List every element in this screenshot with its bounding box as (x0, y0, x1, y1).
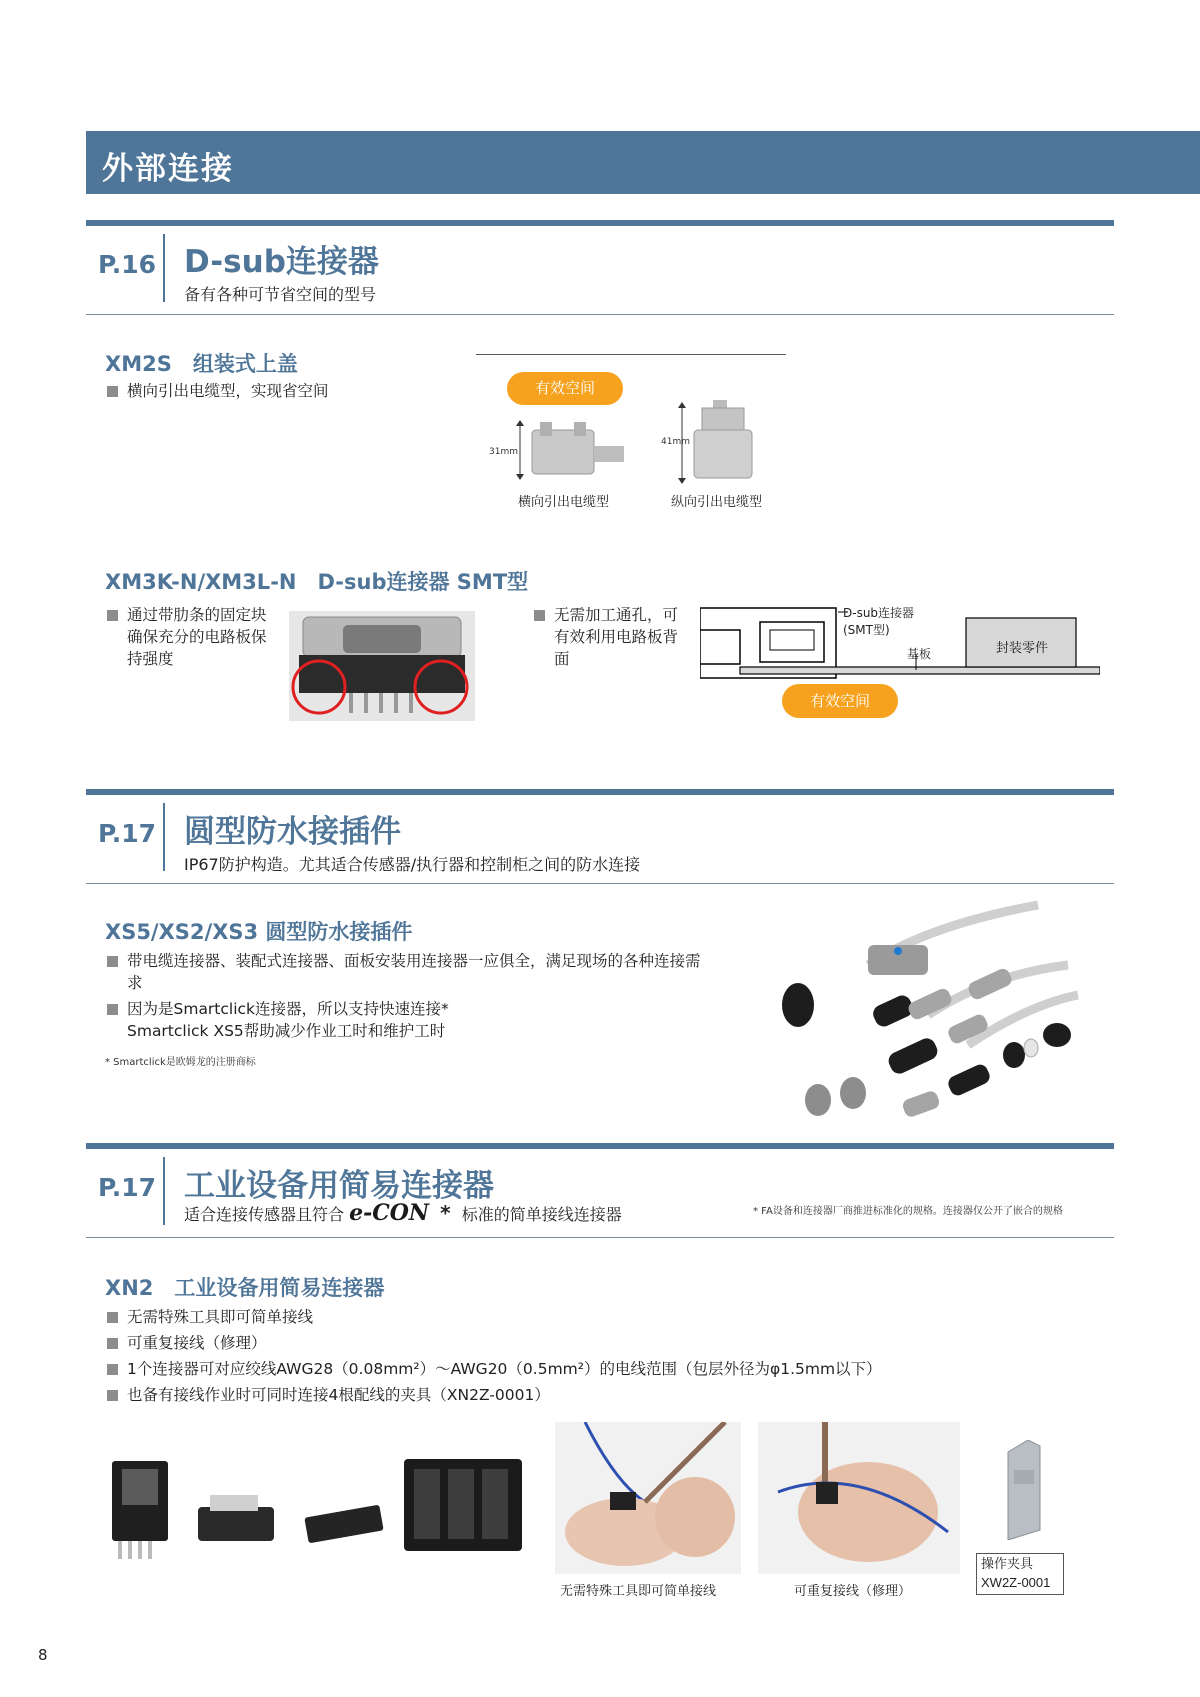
section1-title: D-sub连接器 (184, 244, 379, 280)
xm2s-caption-vertical: 纵向引出电缆型 (671, 495, 763, 510)
xm3k-title: XM3K-N/XM3L-N D-sub连接器 SMT型 (105, 570, 529, 594)
xm2s-title: XM2S 组装式上盖 (105, 352, 298, 376)
xw2z-label-name: 操作夹具 (981, 1557, 1034, 1572)
xm2s-dim-41: 41mm (661, 437, 690, 447)
section1-subtitle: 备有各种可节省空间的型号 (184, 285, 377, 304)
section3-page-ref: P.17 (98, 1173, 157, 1202)
main-banner (86, 131, 1200, 194)
diagram-label-dsub: D-sub连接器 (843, 606, 915, 620)
econ-asterisk: * (440, 1201, 451, 1225)
xs5-note: * Smartclick是欧姆龙的注册商标 (105, 1057, 256, 1068)
xn2-caption-2: 可重复接线（修理） (794, 1584, 912, 1599)
xw2z-tool-photo (1000, 1440, 1050, 1540)
xm3k-photo (289, 611, 475, 721)
xm2s-caption-horizontal: 横向引出电缆型 (518, 495, 610, 510)
section3-bottom-line (86, 1237, 1114, 1238)
xm3k-bullet-right: 无需加工通孔，可有效利用电路板背面 (554, 604, 692, 670)
econ-logo: e-CON (349, 1200, 430, 1226)
section1-bottom-line (86, 314, 1114, 315)
section2-subtitle: IP67防护构造。尤其适合传感器/执行器和控制柜之间的防水连接 (184, 855, 641, 874)
xn2-bullet-3: 1个连接器可对应绞线AWG28（0.08mm²）～AWG20（0.5mm²）的电线范围（包层外径为φ1.5mm以下） (127, 1358, 1087, 1380)
section3-top-bar (86, 1143, 1114, 1149)
section2-divider (163, 803, 165, 871)
section2-bottom-line (86, 883, 1114, 884)
main-banner-title: 外部连接 (102, 151, 234, 187)
page-number: 8 (38, 1646, 48, 1664)
xw2z-label-box (976, 1553, 1064, 1595)
xn2-bullet-4: 也备有接线作业时可同时连接4根配线的夹具（XN2Z-0001） (127, 1384, 1087, 1406)
xs5-title: XS5/XS2/XS3 圆型防水接插件 (105, 920, 413, 944)
diagram-label-part: 封装零件 (996, 641, 1049, 656)
section1-divider (163, 234, 165, 302)
xs5-bullet-2: 因为是Smartclick连接器，所以支持快速连接* Smartclick XS5帮助减少作业工时和维护工时 (127, 998, 711, 1042)
xs5-connectors-photo (778, 895, 1098, 1120)
xn2-bullet-1: 无需特殊工具即可简单接线 (127, 1306, 1087, 1328)
section3-subtitle-pre: 适合连接传感器且符合 (184, 1205, 345, 1224)
xn2-bullet-2: 可重复接线（修理） (127, 1332, 1087, 1354)
section1-top-bar (86, 220, 1114, 226)
econ-note: * FA设备和连接器厂商推进标准化的规格。连接器仅公开了嵌合的规格 (753, 1206, 1063, 1217)
xm3k-bullet-left: 通过带肋条的固定块确保充分的电路板保持强度 (127, 604, 275, 670)
diagram-label-smt: (SMT型) (843, 623, 890, 637)
section2-top-bar (86, 789, 1114, 795)
xn2-wiring-photo-2 (758, 1422, 960, 1574)
xn2-wiring-photo-1 (555, 1422, 741, 1574)
xm3k-space-pill: 有效空间 (782, 684, 898, 718)
section3-divider (163, 1157, 165, 1225)
diagram-label-board: 基板 (907, 647, 932, 661)
xm2s-dim-31: 31mm (489, 447, 518, 457)
xm2s-space-pill: 有效空间 (507, 372, 623, 405)
section2-page-ref: P.17 (98, 819, 157, 848)
xw2z-label-model: XW2Z-0001 (981, 1575, 1051, 1590)
section2-title: 圆型防水接插件 (184, 814, 401, 850)
xn2-title: XN2 工业设备用简易连接器 (105, 1276, 385, 1300)
xn2-caption-1: 无需特殊工具即可简单接线 (560, 1584, 717, 1599)
xn2-connectors-photo (100, 1425, 540, 1565)
section3-subtitle-post: 标准的简单接线连接器 (461, 1205, 622, 1224)
xm2s-bullet: 横向引出电缆型，实现省空间 (127, 380, 427, 402)
section3-title: 工业设备用简易连接器 (184, 1168, 494, 1204)
xs5-bullet-1: 带电缆连接器、装配式连接器、面板安装用连接器一应俱全，满足现场的各种连接需求 (127, 950, 711, 994)
section1-page-ref: P.16 (98, 250, 157, 279)
section3-subtitle (184, 1200, 622, 1226)
xm2s-top-line (476, 354, 786, 355)
